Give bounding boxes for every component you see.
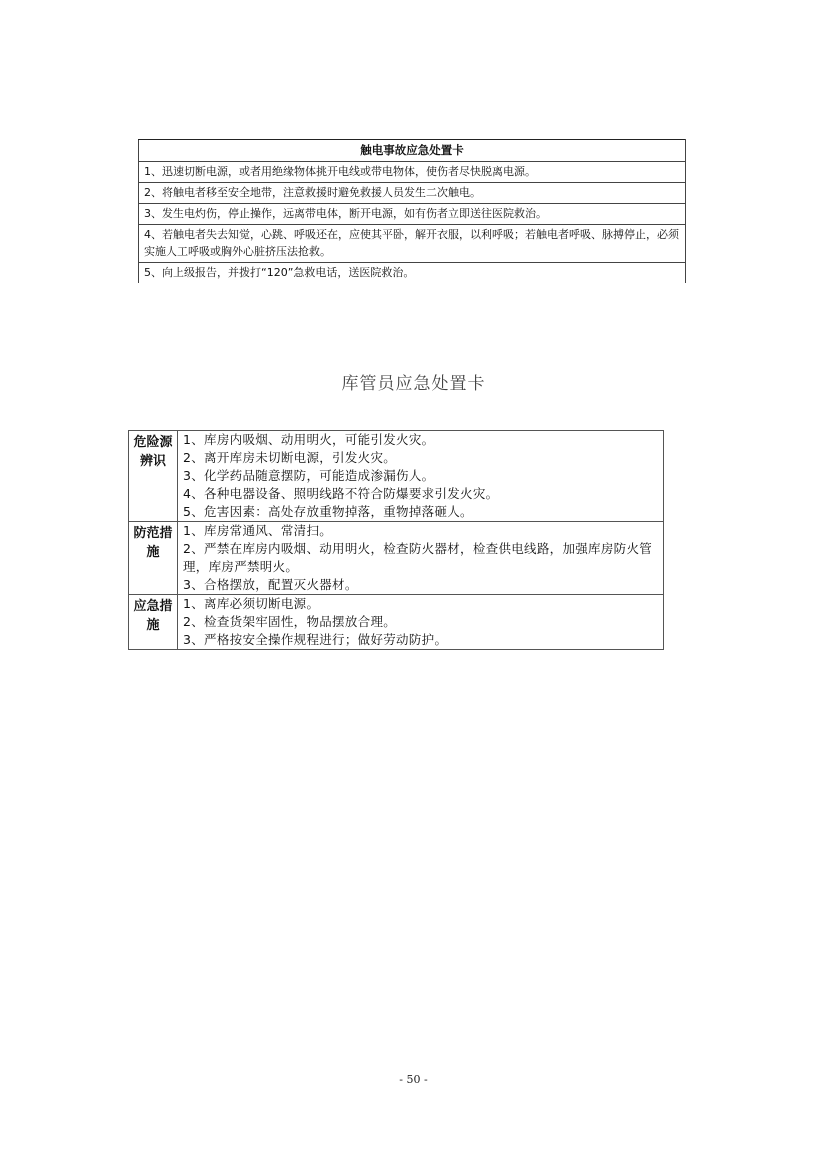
section-label <box>129 522 178 595</box>
list-item: 3、化学药品随意摆防，可能造成渗漏伤人。 <box>183 468 435 483</box>
emergency-label: 应急措施 <box>133 599 173 633</box>
list-item: 2、检查货架牢固性，物品摆放合理。 <box>183 614 397 629</box>
keeper-section-prevention <box>129 522 664 595</box>
keeper-section-hazards <box>129 431 664 522</box>
hazards-label: 危险源辨识 <box>133 435 173 469</box>
section-label <box>129 431 178 522</box>
section-items <box>178 522 664 595</box>
section-items <box>178 595 664 650</box>
section-items <box>178 431 664 522</box>
section-label <box>129 595 178 650</box>
shock-card-item: 1、迅速切断电源，或者用绝缘物体挑开电线或带电物体，使伤者尽快脱离电源。 <box>139 162 686 183</box>
list-item: 5、危害因素：高处存放重物掉落，重物掉落砸人。 <box>183 504 473 519</box>
list-item: 3、严格按安全操作规程进行；做好劳动防护。 <box>183 632 448 647</box>
prevention-label: 防范措施 <box>133 526 173 560</box>
list-item: 1、离库必须切断电源。 <box>183 596 320 611</box>
list-item: 2、离开库房未切断电源，引发火灾。 <box>183 450 397 465</box>
keeper-card-title: 库管员应急处置卡 <box>341 374 486 394</box>
page-number: - 50 - <box>399 1073 428 1086</box>
shock-card-item: 3、发生电灼伤，停止操作，远离带电体，断开电源，如有伤者立即送往医院救治。 <box>139 204 686 225</box>
shock-card-item: 5、向上级报告，并拨打“120”急救电话，送医院救治。 <box>139 263 686 284</box>
list-item: 1、库房内吸烟、动用明火，可能引发火灾。 <box>183 432 435 447</box>
keeper-section-emergency <box>129 595 664 650</box>
list-item: 3、合格摆放，配置灭火器材。 <box>183 577 358 592</box>
shock-card-item: 4、若触电者失去知觉，心跳、呼吸还在，应使其平卧，解开衣服，以利呼吸；若触电者呼吸、脉搏停止，必须实施人工呼吸或胸外心脏挤压法抢救。 <box>139 225 686 263</box>
list-item: 4、各种电器设备、照明线路不符合防爆要求引发火灾。 <box>183 486 499 501</box>
keeper-emergency-card <box>128 430 664 650</box>
shock-card-item: 2、将触电者移至安全地带，注意救援时避免救援人员发生二次触电。 <box>139 183 686 204</box>
shock-card-title: 触电事故应急处置卡 <box>139 140 686 162</box>
list-item: 2、严禁在库房内吸烟、动用明火，检查防火器材，检查供电线路，加强库房防火管理，库房严禁明火。 <box>183 541 653 574</box>
shock-emergency-card <box>138 139 686 283</box>
list-item: 1、库房常通风、常清扫。 <box>183 523 333 538</box>
